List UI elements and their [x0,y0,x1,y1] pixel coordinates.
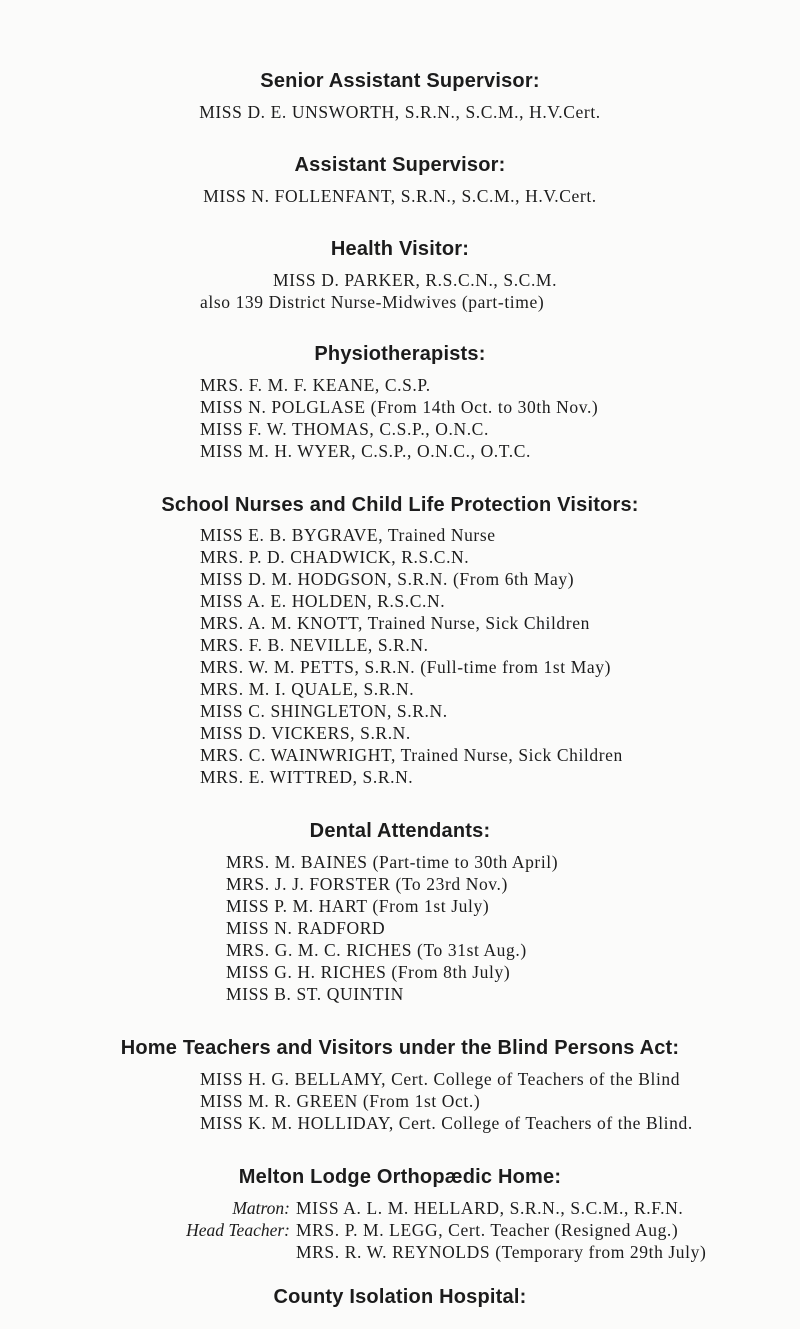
school-nurse-9: MISS C. SHINGLETON, S.R.N. [200,701,448,721]
melton-head-teacher-role: Head Teacher: [186,1220,290,1240]
dental-attendant-4: MISS N. RADFORD [226,918,386,938]
melton-matron-name: MISS A. L. M. HELLARD, S.R.N., S.C.M., R.F.N. [296,1198,684,1218]
senior-assistant-supervisor-name: MISS D. E. UNSWORTH, S.R.N., S.C.M., H.V.Cert. [199,102,601,122]
school-nurse-12: MRS. E. WITTRED, S.R.N. [200,767,414,787]
heading-melton-lodge: Melton Lodge Orthopædic Home: [238,1166,562,1188]
heading-senior-assistant-supervisor: Senior Assistant Supervisor: [260,70,540,92]
dental-attendant-5: MRS. G. M. C. RICHES (To 31st Aug.) [226,940,527,960]
dental-attendant-1: MRS. M. BAINES (Part-time to 30th April) [226,852,559,872]
school-nurse-2: MRS. P. D. CHADWICK, R.S.C.N. [200,547,470,567]
school-nurse-4: MISS A. E. HOLDEN, R.S.C.N. [200,591,446,611]
health-visitor-note: also 139 District Nurse-Midwives (part-time) [200,292,545,312]
assistant-supervisor-name: MISS N. FOLLENFANT, S.R.N., S.C.M., H.V.Cert. [203,186,597,206]
heading-school-nurses: School Nurses and Child Life Protection Visitors: [161,494,639,516]
heading-dental-attendants: Dental Attendants: [309,820,491,842]
dental-attendant-3: MISS P. M. HART (From 1st July) [226,896,490,916]
melton-head-teacher-2: MRS. R. W. REYNOLDS (Temporary from 29th July) [296,1242,707,1262]
school-nurse-7: MRS. W. M. PETTS, S.R.N. (Full-time from 1st May) [200,657,612,677]
school-nurse-3: MISS D. M. HODGSON, S.R.N. (From 6th May) [200,569,575,589]
physiotherapist-1: MRS. F. M. F. KEANE, C.S.P. [200,375,431,395]
school-nurse-6: MRS. F. B. NEVILLE, S.R.N. [200,635,429,655]
school-nurse-11: MRS. C. WAINWRIGHT, Trained Nurse, Sick Children [200,745,623,765]
melton-head-teacher-1: MRS. P. M. LEGG, Cert. Teacher (Resigned Aug.) [296,1220,679,1240]
home-teacher-1: MISS H. G. BELLAMY, Cert. College of Teachers of the Blind [200,1069,681,1089]
home-teacher-2: MISS M. R. GREEN (From 1st Oct.) [200,1091,481,1111]
heading-physiotherapists: Physiotherapists: [314,343,486,365]
heading-home-teachers: Home Teachers and Visitors under the Blind Persons Act: [120,1037,680,1059]
physiotherapist-4: MISS M. H. WYER, C.S.P., O.N.C., O.T.C. [200,441,531,461]
school-nurse-8: MRS. M. I. QUALE, S.R.N. [200,679,415,699]
dental-attendant-6: MISS G. H. RICHES (From 8th July) [226,962,511,982]
school-nurse-10: MISS D. VICKERS, S.R.N. [200,723,411,743]
home-teacher-3: MISS K. M. HOLLIDAY, Cert. College of Teachers of the Blind. [200,1113,693,1133]
physiotherapist-2: MISS N. POLGLASE (From 14th Oct. to 30th Nov.) [200,397,599,417]
physiotherapist-3: MISS F. W. THOMAS, C.S.P., O.N.C. [200,419,489,439]
melton-matron-role: Matron: [232,1198,290,1218]
dental-attendant-7: MISS B. ST. QUINTIN [226,984,404,1004]
dental-attendant-2: MRS. J. J. FORSTER (To 23rd Nov.) [226,874,508,894]
heading-assistant-supervisor: Assistant Supervisor: [294,154,506,176]
heading-health-visitor: Health Visitor: [330,238,470,260]
school-nurse-5: MRS. A. M. KNOTT, Trained Nurse, Sick Children [200,613,590,633]
health-visitor-name: MISS D. PARKER, R.S.C.N., S.C.M. [273,270,558,290]
school-nurse-1: MISS E. B. BYGRAVE, Trained Nurse [200,525,496,545]
heading-county-isolation: County Isolation Hospital: [273,1286,527,1308]
